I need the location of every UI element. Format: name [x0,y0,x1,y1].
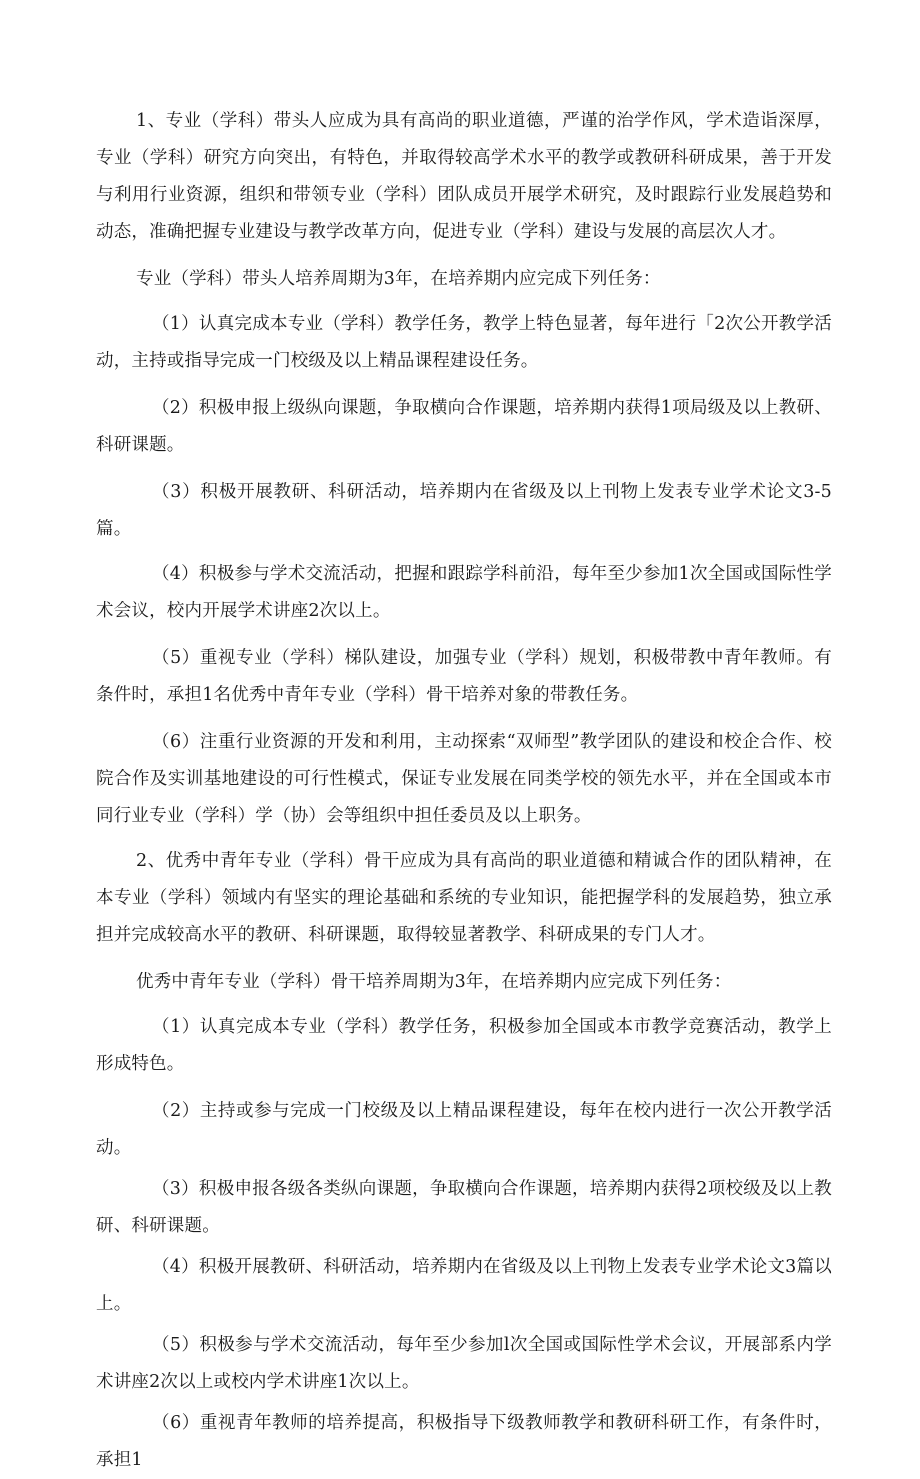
backbone-task-2: （2）主持或参与完成一门校级及以上精品课程建设，每年在校内进行一次公开教学活动。 [96,1101,832,1158]
backbone-task-4: （4）积极开展教研、科研活动，培养期内在省级及以上刊物上发表专业学术论文3篇以上。 [96,1257,832,1314]
backbone-task-5: （5）积极参与学术交流活动，每年至少参加l次全国或国际性学术会议，开展部系内学术讲座2次以上或校内学术讲座1次以上。 [96,1335,832,1392]
paragraph-leader-definition: 1、专业（学科）带头人应成为具有高尚的职业道德，严谨的治学作风，学术造诣深厚，专业（学科）研究方向突出，有特色，并取得较高学术水平的教学或教研科研成果，善于开发与利用行业资源，组织和带领专业（学科）团队成员开展学术研究，及时跟踪行业发展趋势和动态，准确把握专业建设与教学改革方向，促进专业（学科）建设与发展的高层次人才。 [96,111,832,242]
backbone-task-3: （3）积极申报各级各类纵向课题，争取横向合作课题，培养期内获得2项校级及以上教研、科研课题。 [96,1179,832,1236]
paragraph-backbone-cycle: 优秀中青年专业（学科）骨干培养周期为3年，在培养期内应完成下列任务： [136,972,732,992]
leader-task-4: （4）积极参与学术交流活动，把握和跟踪学科前沿，每年至少参加1次全国或国际性学术会议，校内开展学术讲座2次以上。 [96,564,832,621]
leader-task-6: （6）注重行业资源的开发和利用，主动探索“双师型”教学团队的建设和校企合作、校院合作及实训基地建设的可行性模式，保证专业发展在同类学校的领先水平，并在全国或本市同行业专业（学科）学（协）会等组织中担任委员及以上职务。 [96,732,832,826]
leader-task-5: （5）重视专业（学科）梯队建设，加强专业（学科）规划，积极带教中青年教师。有条件时，承担1名优秀中青年专业（学科）骨干培养对象的带教任务。 [96,648,832,705]
leader-task-1: （1）认真完成本专业（学科）教学任务，教学上特色显著，每年进行「2次公开教学活动，主持或指导完成一门校级及以上精品课程建设任务。 [96,314,832,371]
leader-task-2: （2）积极申报上级纵向课题，争取横向合作课题，培养期内获得1项局级及以上教研、科研课题。 [96,398,832,455]
paragraph-backbone-definition: 2、优秀中青年专业（学科）骨干应成为具有高尚的职业道德和精诚合作的团队精神，在本专业（学科）领域内有坚实的理论基础和系统的专业知识，能把握学科的发展趋势，独立承担并完成较高水平的教研、科研课题，取得较显著教学、科研成果的专门人才。 [96,851,832,945]
backbone-task-6: （6）重视青年教师的培养提高，积极指导下级教师教学和教研科研工作，有条件时，承担1 [96,1413,832,1470]
leader-task-3: （3）积极开展教研、科研活动，培养期内在省级及以上刊物上发表专业学术论文3-5篇。 [96,482,832,539]
document-body [96,103,832,1479]
backbone-task-1: （1）认真完成本专业（学科）教学任务，积极参加全国或本市教学竞赛活动，教学上形成特色。 [96,1017,832,1074]
paragraph-leader-cycle: 专业（学科）带头人培养周期为3年，在培养期内应完成下列任务： [136,269,661,289]
